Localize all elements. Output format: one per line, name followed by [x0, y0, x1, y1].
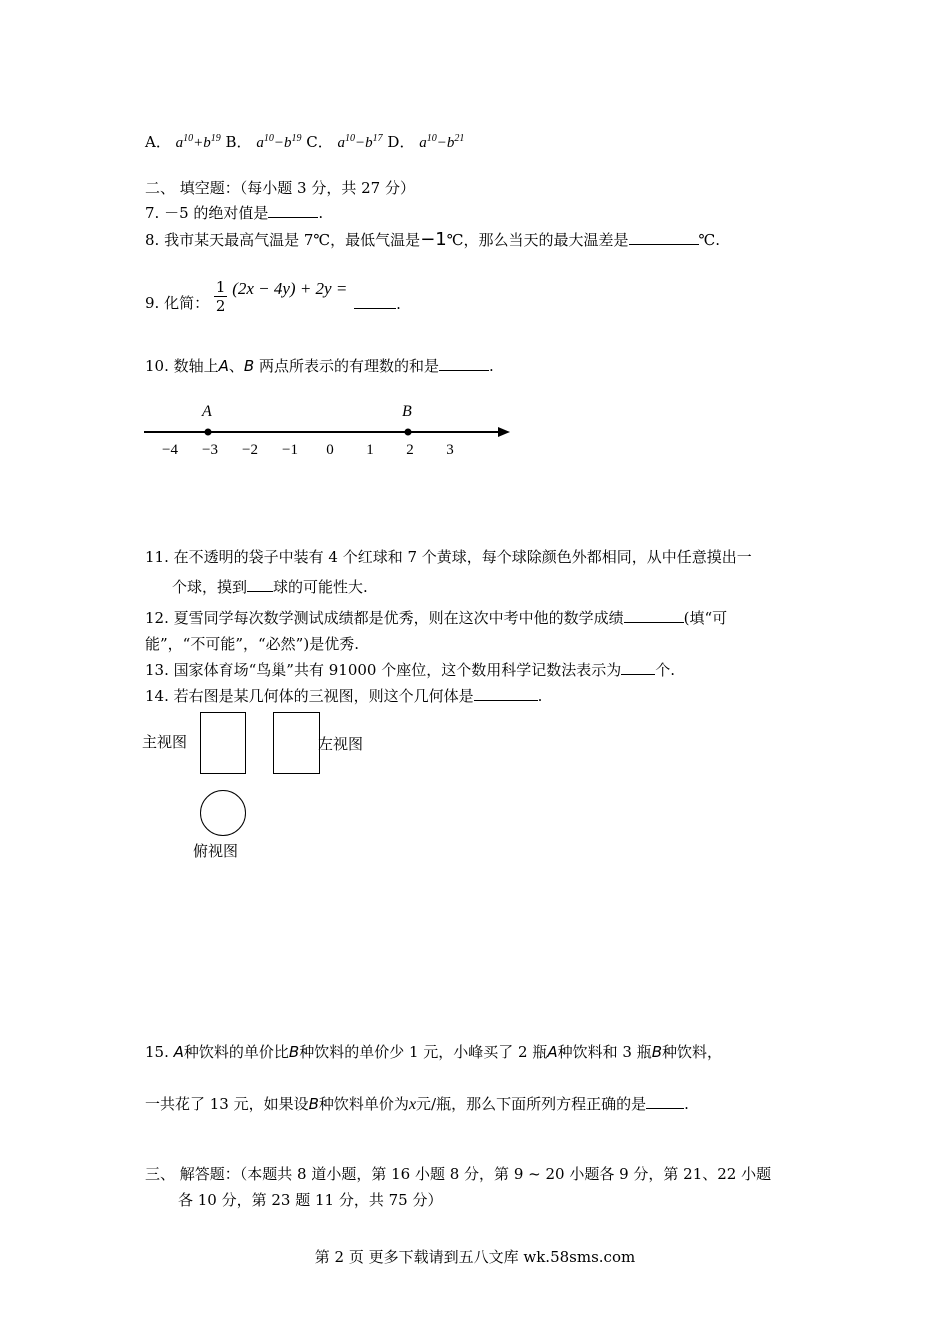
- point-b-label: B: [402, 403, 412, 420]
- point-a: [205, 429, 212, 436]
- answer-blank[interactable]: [439, 356, 489, 371]
- tick-label: 2: [406, 442, 414, 458]
- question-14: 14. 若右图是某几何体的三视图，则这个几何体是 .: [145, 687, 543, 705]
- option-b-expr: $a^{10}-b^{19}$: [256, 133, 302, 151]
- answer-blank[interactable]: [629, 230, 699, 245]
- tick-label: 0: [326, 442, 334, 458]
- question-15-line-2: 一共花了 13 元，如果设B种饮料单价为x元/瓶，那么下面所列方程正确的是 .: [145, 1095, 689, 1113]
- section-3-line-1: 三、 解答题：（本题共 8 道小题，第 16 小题 8 分，第 9 ~ 20 小题各 9 分，第 21、22 小题: [145, 1165, 772, 1183]
- page-footer: 第 2 页 更多下载请到五八文库 wk.58sms.com: [314, 1248, 636, 1266]
- option-c-label: C．: [306, 133, 333, 151]
- question-15-line-1: 15. A种饮料的单价比B种饮料的单价少 1 元，小峰买了 2 瓶A种饮料和 3 瓶B种饮料，: [145, 1043, 723, 1061]
- answer-blank[interactable]: [621, 660, 655, 675]
- point-a-label: A: [202, 403, 212, 420]
- top-view-circle: [200, 790, 246, 836]
- point-b: [405, 429, 412, 436]
- answer-blank[interactable]: [624, 608, 684, 623]
- option-d-expr: $a^{10}-b^{21}$: [419, 133, 465, 151]
- question-10: 10. 数轴上A、B 两点所表示的有理数的和是 .: [145, 357, 494, 375]
- answer-blank[interactable]: [247, 577, 273, 592]
- tick-label: 1: [366, 442, 374, 458]
- tick-label: 3: [446, 442, 454, 458]
- answer-blank[interactable]: [354, 294, 396, 309]
- option-c-expr: $a^{10}-b^{17}$: [337, 133, 383, 151]
- option-a-label: A．: [145, 133, 171, 151]
- option-b-label: B．: [225, 133, 252, 151]
- section-2-heading: 二、 填空题：（每小题 3 分，共 27 分）: [145, 179, 415, 197]
- tick-label: −4: [162, 442, 178, 458]
- number-line: [140, 398, 520, 462]
- question-12-line-2: 能”，“不可能”，“必然”)是优秀.: [145, 635, 359, 653]
- fraction-one-half: $\frac{1}{2}$: [215, 278, 226, 315]
- option-a-expr: $a^{10}+b^{19}$: [175, 133, 221, 151]
- tick-label: −2: [242, 442, 258, 458]
- left-view-rect: [273, 712, 320, 774]
- tick-label: −3: [202, 442, 218, 458]
- question-7: 7. －5 的绝对值是 .: [145, 204, 324, 222]
- number-line-arrow: [498, 427, 510, 437]
- top-view-label: 俯视图: [193, 842, 239, 860]
- answer-blank[interactable]: [646, 1094, 684, 1109]
- tick-label: −1: [282, 442, 298, 458]
- answer-blank[interactable]: [268, 203, 318, 218]
- question-12-line-1: 12. 夏雪同学每次数学测试成绩都是优秀，则在这次中考中他的数学成绩 (填“可: [145, 609, 728, 627]
- question-13: 13. 国家体育场“鸟巢”共有 91000 个座位，这个数用科学记数法表示为 个.: [145, 661, 675, 679]
- question-11-line-1: 11. 在不透明的袋子中装有 4 个红球和 7 个黄球，每个球除颜色外都相同，从中任意摸出一: [145, 548, 752, 566]
- answer-blank[interactable]: [474, 686, 538, 701]
- question-8: 8. 我市某天最高气温是 7℃，最低气温是−1℃，那么当天的最大温差是 ℃.: [145, 229, 721, 250]
- left-view-label: 左视图: [318, 735, 364, 753]
- front-view-rect: [200, 712, 246, 774]
- q9-expression: (2x − 4y) + 2y =: [232, 278, 348, 298]
- section-3-line-2: 各 10 分，第 23 题 11 分，共 75 分）: [178, 1191, 443, 1209]
- option-d-label: D．: [387, 133, 415, 151]
- question-11-line-2: 个球，摸到 球的可能性大.: [172, 578, 368, 596]
- q6-options: [145, 131, 464, 152]
- question-9: 9. 化简： $\frac{1}{2}$ (2x − 4y) + 2y = .: [145, 278, 401, 315]
- front-view-label: 主视图: [142, 733, 188, 751]
